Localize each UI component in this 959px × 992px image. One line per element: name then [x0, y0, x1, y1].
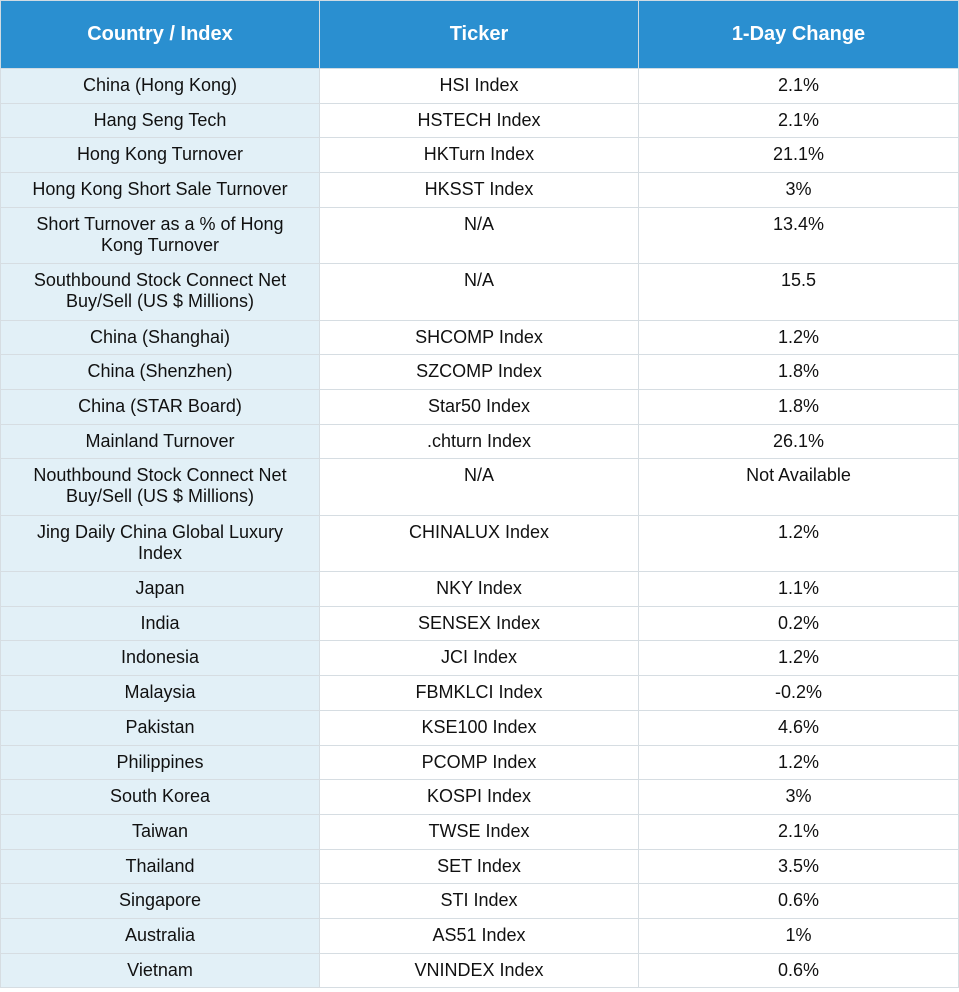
header-change: 1-Day Change	[639, 1, 959, 69]
header-country: Country / Index	[1, 1, 320, 69]
ticker-cell: CHINALUX Index	[320, 515, 639, 571]
table-row	[1, 389, 959, 424]
table-row	[1, 849, 959, 884]
country-cell: China (Shanghai)	[1, 320, 320, 355]
ticker-cell: Star50 Index	[320, 389, 639, 424]
header-ticker: Ticker	[320, 1, 639, 69]
table-row	[1, 103, 959, 138]
table-row	[1, 355, 959, 390]
ticker-cell: HSI Index	[320, 69, 639, 104]
table-row	[1, 173, 959, 208]
table-row	[1, 264, 959, 320]
table-row	[1, 641, 959, 676]
change-cell: 4.6%	[639, 710, 959, 745]
table-row	[1, 814, 959, 849]
table-row	[1, 207, 959, 263]
ticker-cell: .chturn Index	[320, 424, 639, 459]
ticker-cell: NKY Index	[320, 572, 639, 607]
ticker-cell: N/A	[320, 207, 639, 263]
table-row	[1, 138, 959, 173]
ticker-cell: N/A	[320, 459, 639, 515]
table-row	[1, 710, 959, 745]
change-cell: 26.1%	[639, 424, 959, 459]
change-cell: Not Available	[639, 459, 959, 515]
country-cell: Indonesia	[1, 641, 320, 676]
country-cell: Mainland Turnover	[1, 424, 320, 459]
change-cell: 2.1%	[639, 103, 959, 138]
change-cell: 0.2%	[639, 606, 959, 641]
country-cell: Southbound Stock Connect Net Buy/Sell (US $ Millions)	[1, 264, 320, 320]
change-cell: 3.5%	[639, 849, 959, 884]
change-cell: 21.1%	[639, 138, 959, 173]
ticker-cell: FBMKLCI Index	[320, 676, 639, 711]
change-cell: 1.2%	[639, 641, 959, 676]
country-cell: Singapore	[1, 884, 320, 919]
change-cell: 1.1%	[639, 572, 959, 607]
change-cell: 1%	[639, 918, 959, 953]
country-cell: South Korea	[1, 780, 320, 815]
table-row	[1, 515, 959, 571]
table-row	[1, 459, 959, 515]
ticker-cell: PCOMP Index	[320, 745, 639, 780]
country-cell: Pakistan	[1, 710, 320, 745]
ticker-cell: JCI Index	[320, 641, 639, 676]
country-cell: China (STAR Board)	[1, 389, 320, 424]
table-row	[1, 606, 959, 641]
ticker-cell: VNINDEX Index	[320, 953, 639, 988]
table-row	[1, 745, 959, 780]
ticker-cell: STI Index	[320, 884, 639, 919]
country-cell: Short Turnover as a % of Hong Kong Turnover	[1, 207, 320, 263]
change-cell: 1.2%	[639, 320, 959, 355]
country-cell: Taiwan	[1, 814, 320, 849]
change-cell: 13.4%	[639, 207, 959, 263]
change-cell: 3%	[639, 780, 959, 815]
country-cell: India	[1, 606, 320, 641]
table-row	[1, 918, 959, 953]
header-row	[1, 1, 959, 69]
ticker-cell: KSE100 Index	[320, 710, 639, 745]
change-cell: 2.1%	[639, 814, 959, 849]
country-cell: China (Hong Kong)	[1, 69, 320, 104]
ticker-cell: HSTECH Index	[320, 103, 639, 138]
country-cell: Hong Kong Turnover	[1, 138, 320, 173]
ticker-cell: SET Index	[320, 849, 639, 884]
table-row	[1, 572, 959, 607]
ticker-cell: SZCOMP Index	[320, 355, 639, 390]
table-row	[1, 953, 959, 988]
change-cell: 1.8%	[639, 355, 959, 390]
change-cell: 0.6%	[639, 884, 959, 919]
change-cell: 1.2%	[639, 515, 959, 571]
change-cell: 0.6%	[639, 953, 959, 988]
change-cell: -0.2%	[639, 676, 959, 711]
country-cell: Hang Seng Tech	[1, 103, 320, 138]
table-row	[1, 780, 959, 815]
country-cell: Jing Daily China Global Luxury Index	[1, 515, 320, 571]
country-cell: Japan	[1, 572, 320, 607]
change-cell: 3%	[639, 173, 959, 208]
table-row	[1, 69, 959, 104]
country-cell: Hong Kong Short Sale Turnover	[1, 173, 320, 208]
table-row	[1, 884, 959, 919]
country-cell: Thailand	[1, 849, 320, 884]
country-cell: China (Shenzhen)	[1, 355, 320, 390]
change-cell: 15.5	[639, 264, 959, 320]
ticker-cell: SHCOMP Index	[320, 320, 639, 355]
ticker-cell: HKSST Index	[320, 173, 639, 208]
change-cell: 1.8%	[639, 389, 959, 424]
ticker-cell: TWSE Index	[320, 814, 639, 849]
country-cell: Nouthbound Stock Connect Net Buy/Sell (US $ Millions)	[1, 459, 320, 515]
ticker-cell: SENSEX Index	[320, 606, 639, 641]
table-row	[1, 424, 959, 459]
table-row	[1, 320, 959, 355]
table-row	[1, 676, 959, 711]
country-cell: Vietnam	[1, 953, 320, 988]
change-cell: 2.1%	[639, 69, 959, 104]
country-cell: Malaysia	[1, 676, 320, 711]
change-cell: 1.2%	[639, 745, 959, 780]
ticker-cell: KOSPI Index	[320, 780, 639, 815]
country-cell: Philippines	[1, 745, 320, 780]
country-cell: Australia	[1, 918, 320, 953]
ticker-cell: N/A	[320, 264, 639, 320]
ticker-cell: HKTurn Index	[320, 138, 639, 173]
ticker-cell: AS51 Index	[320, 918, 639, 953]
